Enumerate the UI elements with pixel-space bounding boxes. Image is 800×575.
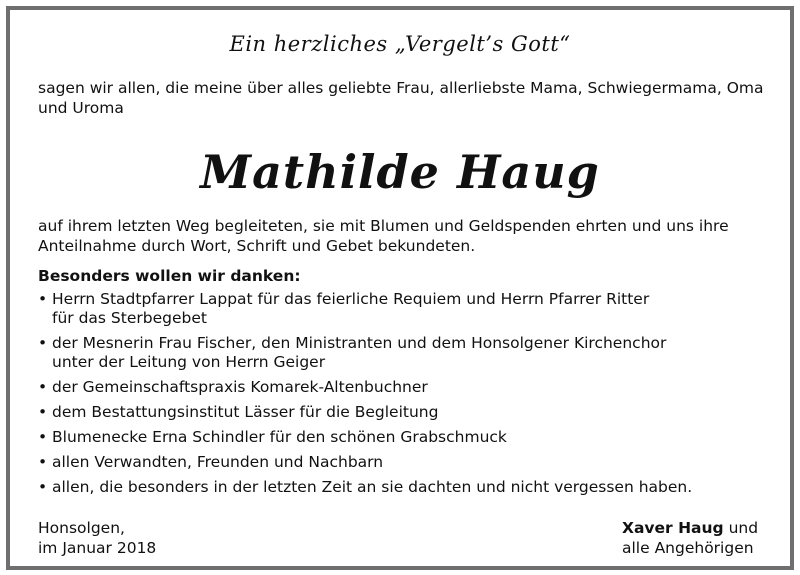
list-item-line: Blumenecke Erna Schindler für den schönen Grabschmuck xyxy=(52,428,507,446)
signer-rest: alle Angehörigen xyxy=(622,539,754,557)
thanks-list xyxy=(38,290,768,503)
bullet-icon: • xyxy=(38,428,48,446)
list-item xyxy=(38,334,768,372)
list-item-line: Herrn Stadtpfarrer Lappat für das feierliche Requiem und Herrn Pfarrer Ritter xyxy=(52,290,650,308)
obituary-card xyxy=(6,6,794,570)
list-item xyxy=(38,378,768,397)
signer-and: und xyxy=(728,519,759,537)
bullet-icon: • xyxy=(38,378,48,396)
thanks-list-heading: Besonders wollen wir danken: xyxy=(38,267,301,285)
signer-name: Xaver Haug xyxy=(622,519,724,537)
signer-line xyxy=(622,518,758,538)
deceased-name: Mathilde Haug xyxy=(200,145,600,199)
list-item-line: der Mesnerin Frau Fischer, den Ministranten und dem Honsolgener Kirchenchor xyxy=(52,334,667,352)
list-item xyxy=(38,290,768,328)
list-item-line: allen, die besonders in der letzten Zeit an sie dachten und nicht vergessen haben. xyxy=(52,478,693,496)
thanks-heading-script: Ein herzliches „Vergelt’s Gott“ xyxy=(229,32,571,56)
list-item xyxy=(38,428,768,447)
bullet-icon: • xyxy=(38,334,48,352)
list-item xyxy=(38,403,768,422)
list-item-line: für das Sterbegebet xyxy=(52,309,207,327)
list-item-line: der Gemeinschaftspraxis Komarek-Altenbuchner xyxy=(52,378,428,396)
intro-text: sagen wir allen, die meine über alles geliebte Frau, allerliebste Mama, Schwiegermama, Oma und Uroma xyxy=(38,79,764,117)
signature-block xyxy=(622,518,758,558)
bullet-icon: • xyxy=(38,453,48,471)
body-text: auf ihrem letzten Weg begleiteten, sie mit Blumen und Geldspenden ehrten und uns ihre Anteilnahme durch Wort, Schrift und Gebet bekundeten. xyxy=(38,217,729,255)
place-date xyxy=(38,518,156,558)
bullet-icon: • xyxy=(38,478,48,496)
bullet-icon: • xyxy=(38,290,48,308)
place: Honsolgen, xyxy=(38,519,125,537)
list-item-line: allen Verwandten, Freunden und Nachbarn xyxy=(52,453,384,471)
date: im Januar 2018 xyxy=(38,539,157,557)
list-item xyxy=(38,453,768,472)
bullet-icon: • xyxy=(38,403,48,421)
list-item xyxy=(38,478,768,497)
list-item-line: dem Bestattungsinstitut Lässer für die Begleitung xyxy=(52,403,439,421)
list-item-line: unter der Leitung von Herrn Geiger xyxy=(52,353,326,371)
